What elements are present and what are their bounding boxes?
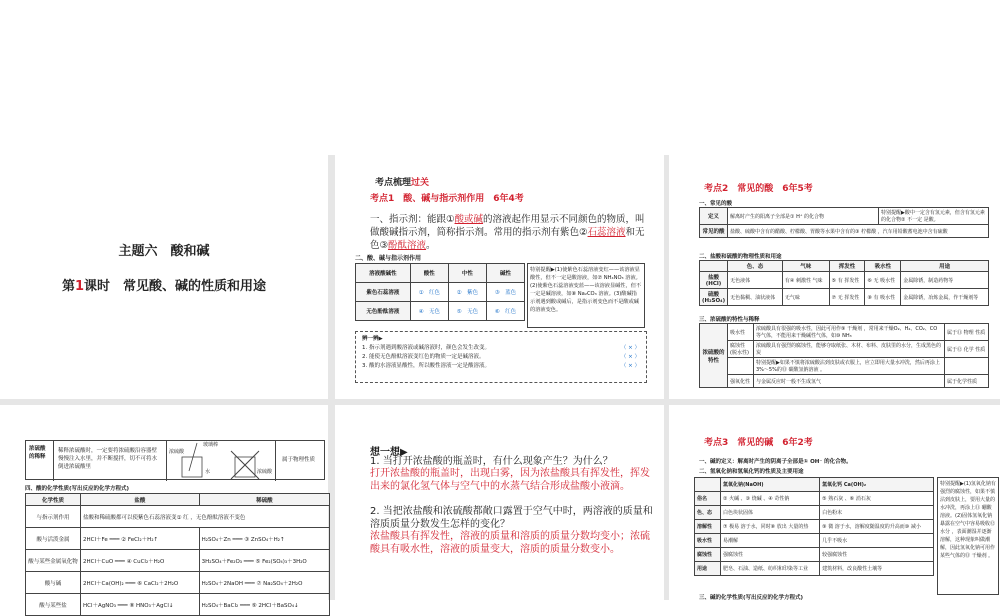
- special-reminder: 特别提醒▶(1)氢氧化钠有强烈的腐蚀性，如果不慎沾到皮肤上，要用大量的水冲洗，再涂上⑪ 硼酸 溶液。(2)固体氢氧化钠暴露在空气中容易吸收⑫ 水分 ，表面潮湿并逐渐溶解，这种现象叫做潮解，因此氢氧化钠可用作某些气体的⑬ 干燥剂 。: [937, 477, 999, 595]
- physical-properties-table: 色、态 气味 挥发性 吸水性 用途 盐酸(HCl) 无色液体 有④ 刺激性 气味 ⑤ 有 挥发性 ⑥ 无 吸水性 金属除锈，制造药物等 硫酸(H₂SO₄) 无色黏稠、油状液体 无气味 ⑦ 无 挥发性 ⑧ 有 吸水性 金属除锈，冶炼金属，作干燥剂等: [699, 260, 989, 306]
- sulfuric-acid-properties-table: [699, 323, 989, 388]
- special-reminder: 特别提醒▶(1)使紫色石蕊溶液变红——该溶液显酸性，但不一定是酸溶液，如⑦ NH₄NO₃ 溶液。(2)使紫色石蕊溶液变蓝——该溶液显碱性，但不一定是碱溶液，如⑧ Na₂CO₃ 溶液。(3)酸碱指示剂遇到酸或碱后，是指示剂变色而不是酸或碱的溶液变色。: [527, 263, 645, 328]
- table-row: 常见的酸 盐酸、硫酸中含有的醋酸、柠檬酸、胃酸等水果中含有的③ 柠檬酸 ，汽车用铅酸蓄电池中含有硫酸: [700, 225, 989, 238]
- table-row: 浓硫酸的特性 吸水性 浓硫酸具有很强的吸水性，因此可用作⑨ 干燥剂 ，常用来干燥O₂、H₂、CO₂、CO等气体，不能用来干燥碱性气体，如⑩ NH₃ 属于⑪ 物理 性质: [700, 324, 989, 341]
- section-subtitle: 二、氢氧化钠和氢氧化钙的性质及主要用途: [699, 469, 804, 475]
- table-row: 腐蚀性(脱水性) 浓硫酸具有强烈的腐蚀性，能够夺取纸张、木材、布料、皮肤里的水分，生成黑色的炭 属于⑫ 化学 性质: [700, 341, 989, 358]
- answer-2: 浓盐酸具有挥发性，溶液的质量和溶质的质量分数均变小；浓硫酸具有吸水性，溶液的质量变大，溶质的质量分数变小。: [370, 531, 650, 555]
- table-row: 硫酸(H₂SO₄) 无色黏稠、油状液体 无气味 ⑦ 无 挥发性 ⑧ 有 吸水性 金属除锈，冶炼金属，作干燥剂等: [700, 289, 989, 306]
- section-subtitle: 二、酸、碱与指示剂作用: [355, 255, 422, 262]
- base-definition: 一、碱的定义：解离时产生的阴离子全部是① OH⁻ 的化合物。: [699, 459, 852, 465]
- table-row: 酸与某些金属氧化物 2HCl＋CuO ═══ ④ CuCl₂＋H₂O 3H₂SO₄＋Fe₂O₃ ═══ ⑤ Fe₂(SO₄)₃＋3H₂O: [26, 550, 330, 572]
- exam-point-title: 考点2 常见的酸 6年5考: [704, 184, 813, 194]
- slide-thumbnail-2[interactable]: [335, 155, 664, 399]
- slide-thumbnail-3[interactable]: [669, 155, 1000, 399]
- list-item: 3. 酸的水溶液显酸性，所以酸性溶液一定是酸溶液。 （ × ）: [362, 363, 640, 369]
- table-row: 吸水性 易潮解 几乎不吸水: [695, 534, 934, 548]
- table-row: 酸与活泼金属 2HCl＋Fe ═══ ② FeCl₂＋H₂↑ H₂SO₄＋Zn ═══ ③ ZnSO₄＋H₂↑: [26, 528, 330, 550]
- table-row: 用途 肥皂、石油、造纸、纺织和印染等工业 建筑材料，改良酸性土壤等: [695, 562, 934, 576]
- table-row: 酸与某些盐 HCl＋AgNO₃ ═══ ⑧ HNO₃＋AgCl↓ H₂SO₄＋BaCl₂ ═══ ⑨ 2HCl＋BaSO₄↓: [26, 594, 330, 616]
- question-2: 2. 当把浓盐酸和浓硫酸都敞口露置于空气中时，两溶液的质量和溶质质量分数发生怎样的变化？: [370, 506, 653, 530]
- table-row: 色、态 白色块状固体 白色粉末: [695, 506, 934, 520]
- lesson-title: 第1课时 常见酸、碱的性质和用途: [61, 279, 267, 294]
- list-item: 2. 能使无色酚酞溶液变红色的物质一定是碱溶液。 （ × ）: [362, 354, 640, 360]
- base-properties-table: 氢氧化钠(NaOH) 氢氧化钙 Ca(OH)₂ 俗名 ② 火碱 、③ 烧碱 、④ 苛性钠 ⑤ 熟石灰 、⑥ 消石灰 色、态 白色块状固体 白色粉末 溶解性 ⑦ 极易 溶于水，同时⑧ 放出 大量的热 ⑨ 微 溶于水，溶解度随温度的升高而⑩ 减小 吸水性 易潮解 几乎不吸水 腐蚀性 强腐蚀性 较强腐蚀性 用途 肥皂、石油、造纸、纺织和印染等工业 建筑材料，改良酸性土壤等: [694, 477, 934, 576]
- dilution-box: 浓硫酸的稀释 稀释浓硫酸时，一定要将浓硫酸沿容器壁慢慢注入水里，并不断搅拌，切不可将水倒进浓硫酸里 玻璃棒 浓硫酸 水 浓硫酸 属于物理性质: [25, 440, 325, 480]
- exam-point-title: 考点3 常见的碱 6年2考: [704, 438, 813, 448]
- exam-point-title: 考点1 酸、碱与指示剂作用 6年4考: [370, 194, 524, 204]
- table-row: 俗名 ② 火碱 、③ 烧碱 、④ 苛性钠 ⑤ 熟石灰 、⑥ 消石灰: [695, 492, 934, 506]
- slide-thumbnail-6[interactable]: [669, 405, 1000, 600]
- list-item: 1. 指示剂遇到酸溶液或碱溶液时，颜色会发生改变。 （ × ）: [362, 345, 640, 351]
- section-subtitle: 三、碱的化学性质(写出反应的化学方程式): [699, 595, 804, 601]
- indicator-definition: 一、指示剂：能跟①酸或碱的溶液起作用显示不同颜色的物质，叫做酸碱指示剂，简称指示剂。常用的指示剂有紫色②石蕊溶液和无色③酚酞溶液。: [370, 214, 645, 251]
- acid-chemical-properties-table: 化学性质 盐酸 稀硫酸 与指示剂作用 盐酸和稀硫酸都可以使紫色石蕊溶液变① 红 ，无色酚酞溶液不变色 酸与活泼金属 2HCl＋Fe ═══ ② FeCl₂＋H₂↑ H₂SO₄＋Zn ═══ ③ ZnSO₄＋H₂↑ 酸与某些金属氧化物 2HCl＋CuO ═══ ④ CuCl₂＋H₂O 3H₂SO₄＋Fe₂O₃ ═══ ⑤ Fe₂(SO₄)₃＋3H₂O 酸与碱 2HCl＋Ca(OH)₂ ═══ ⑥ CaCl₂＋2H₂O H₂SO₄＋2NaOH ═══ ⑦ Na₂SO₄＋2H₂O 酸与某些盐 HCl＋AgNO₃ ═══ ⑧ HNO₃＋AgCl↓ H₂SO₄＋BaCl₂ ═══ ⑨ 2HCl＋BaSO₄↓: [25, 493, 330, 616]
- slide-thumbnail-5[interactable]: [335, 405, 664, 600]
- table-row: 定义 解离时产生的阳离子全部是① H⁺ 的化合物 特别提醒▶酸中一定含有氢元素，但含有氢元素的化合物② 不一定 是酸。: [700, 208, 989, 225]
- table-row: 与指示剂作用 盐酸和稀硫酸都可以使紫色石蕊溶液变① 红 ，无色酚酞溶液不变色: [26, 506, 330, 528]
- table-row: 无色酚酞溶液 ④ 无色 ⑤ 无色 ⑥ 红色: [356, 302, 525, 321]
- table-row: 紫色石蕊溶液 ① 红色 ② 紫色 ③ 蓝色: [356, 283, 525, 302]
- table-row: 酸与碱 2HCl＋Ca(OH)₂ ═══ ⑥ CaCl₂＋2H₂O H₂SO₄＋2NaOH ═══ ⑦ Na₂SO₄＋2H₂O: [26, 572, 330, 594]
- table-row: 盐酸(HCl) 无色液体 有④ 刺激性 气味 ⑤ 有 挥发性 ⑥ 无 吸水性 金属除锈，制造药物等: [700, 272, 989, 289]
- table-row: 溶解性 ⑦ 极易 溶于水，同时⑧ 放出 大量的热 ⑨ 微 溶于水，溶解度随温度的升高而⑩ 减小: [695, 520, 934, 534]
- section-subtitle: 一、常见的酸: [699, 201, 733, 207]
- table-row: 腐蚀性 强腐蚀性 较强腐蚀性: [695, 548, 934, 562]
- acid-definition-table: [699, 207, 989, 238]
- dilution-illustration: 玻璃棒 浓硫酸 水 浓硫酸: [166, 441, 276, 481]
- section-header: 考点梳理过关: [375, 178, 430, 188]
- section-subtitle: 四、酸的化学性质(写出反应的化学方程式): [25, 486, 130, 492]
- answer-1: 打开浓盐酸的瓶盖时，出现白雾，因为浓盐酸具有挥发性，挥发出来的氯化氢气体与空气中的水蒸气结合形成盐酸小液滴。: [370, 468, 650, 492]
- table-row: 强氧化性 与金属反应时一般不生成氢气 属于化学性质: [700, 375, 989, 388]
- practice-box: 辨一辨▶ 1. 指示剂遇到酸溶液或碱溶液时，颜色会发生改变。 （ × ） 2. 能使无色酚酞溶液变红色的物质一定是碱溶液。 （ × ） 3. 酸的水溶液显酸性，所以酸性溶液一定是酸溶液。 （ × ）: [355, 331, 647, 383]
- slide-thumbnail-1[interactable]: [0, 155, 328, 399]
- section-subtitle: 三、浓硫酸的特性与稀释: [699, 317, 760, 323]
- topic-title: 主题六 酸和碱: [118, 244, 210, 259]
- slide-thumbnail-4[interactable]: [0, 405, 328, 609]
- table-row: 特别提醒▶如果不慎将浓硫酸沾到皮肤或衣服上，应立即用大量水冲洗，然后再涂上3%～5%的⑬ 碳酸氢钠溶液 。: [700, 358, 989, 375]
- question-1: 1. 当打开浓盐酸的瓶盖时，有什么现象产生？为什么？: [370, 456, 613, 467]
- section-subtitle: 二、盐酸和硫酸的物理性质和用途: [699, 254, 782, 260]
- indicator-table: 溶液酸碱性 酸性 中性 碱性 紫色石蕊溶液 ① 红色 ② 紫色 ③ 蓝色 无色酚酞溶液 ④ 无色 ⑤ 无色 ⑥ 红色: [355, 263, 525, 321]
- think-heading: 想一想▶: [370, 447, 408, 458]
